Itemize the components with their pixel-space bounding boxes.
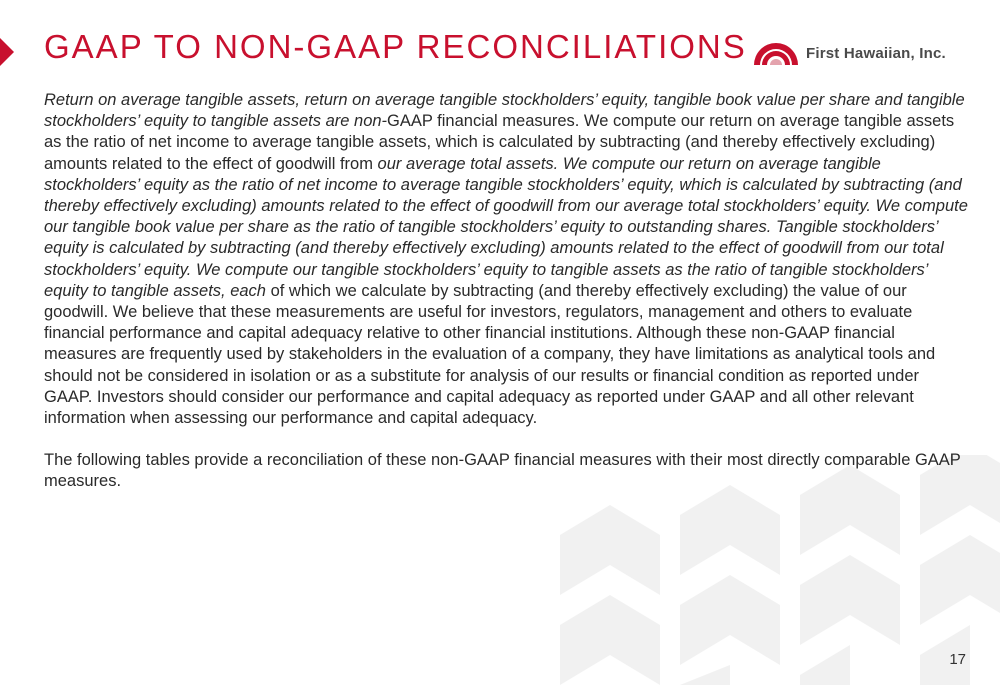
company-logo bbox=[752, 38, 946, 68]
body-content bbox=[44, 90, 968, 493]
paragraph-explanation bbox=[44, 90, 968, 429]
text-italic-lead: Return on average tangible assets, return on average tangible stockholders’ equity, tangible book value per share and tangible stockholders’ equity to tangible assets are non- bbox=[44, 91, 965, 131]
side-marker-triangle bbox=[0, 38, 14, 66]
paragraph-reconciliation-note: The following tables provide a reconciliation of these non-GAAP financial measures with their most directly comparable GAAP measures. bbox=[44, 451, 961, 491]
page-number: 17 bbox=[949, 651, 966, 668]
text-normal-b: of which we calculate by subtracting (and thereby effectively excluding) the value of our goodwill. We believe that these measurements are useful for investors, regulators, management and others to evaluate financial performance and capital adequacy relative to other financial institutions. Although these non-GAAP financial measures are frequently used by stakeholders in the evaluation of a company, they have limitations as analytical tools and should not be considered in isolation or as a substitute for analysis of our results or financial condition as reported under GAAP. Investors should consider our performance and capital adequacy as reported under GAAP and all other relevant information when assessing our performance and capital adequacy. bbox=[44, 281, 936, 428]
text-normal-a: GAAP financial measures. We compute our return on average tangible assets as the ratio of net income to average tangible assets, which is calculated by subtracting (and thereby effectively excluding) amounts related to the effect of goodwill from bbox=[44, 112, 955, 173]
text-italic-middle: our average total assets. We compute our return on average tangible stockholders’ equity as the ratio of net income to average tangible stockholders’ equity, which is calculated by subtracting (and thereby effectively excluding) amounts related to the effect of goodwill from our average total stockholders’ equity. We compute our tangible book value per share as the ratio of tangible stockholders’ equity to outstanding shares. Tangible stockholders’ equity is calculated by subtracting (and thereby effectively excluding) amounts related to the effect of goodwill from our total stockholders’ equity. We compute our tangible stockholders’ equity to tangible assets as the ratio of tangible stockholders’ equity to tangible assets, each bbox=[44, 154, 968, 300]
page-title: GAAP TO NON-GAAP RECONCILIATIONS bbox=[44, 28, 747, 65]
logo-icon bbox=[752, 41, 800, 65]
logo-text: First Hawaiian, Inc. bbox=[806, 44, 946, 62]
